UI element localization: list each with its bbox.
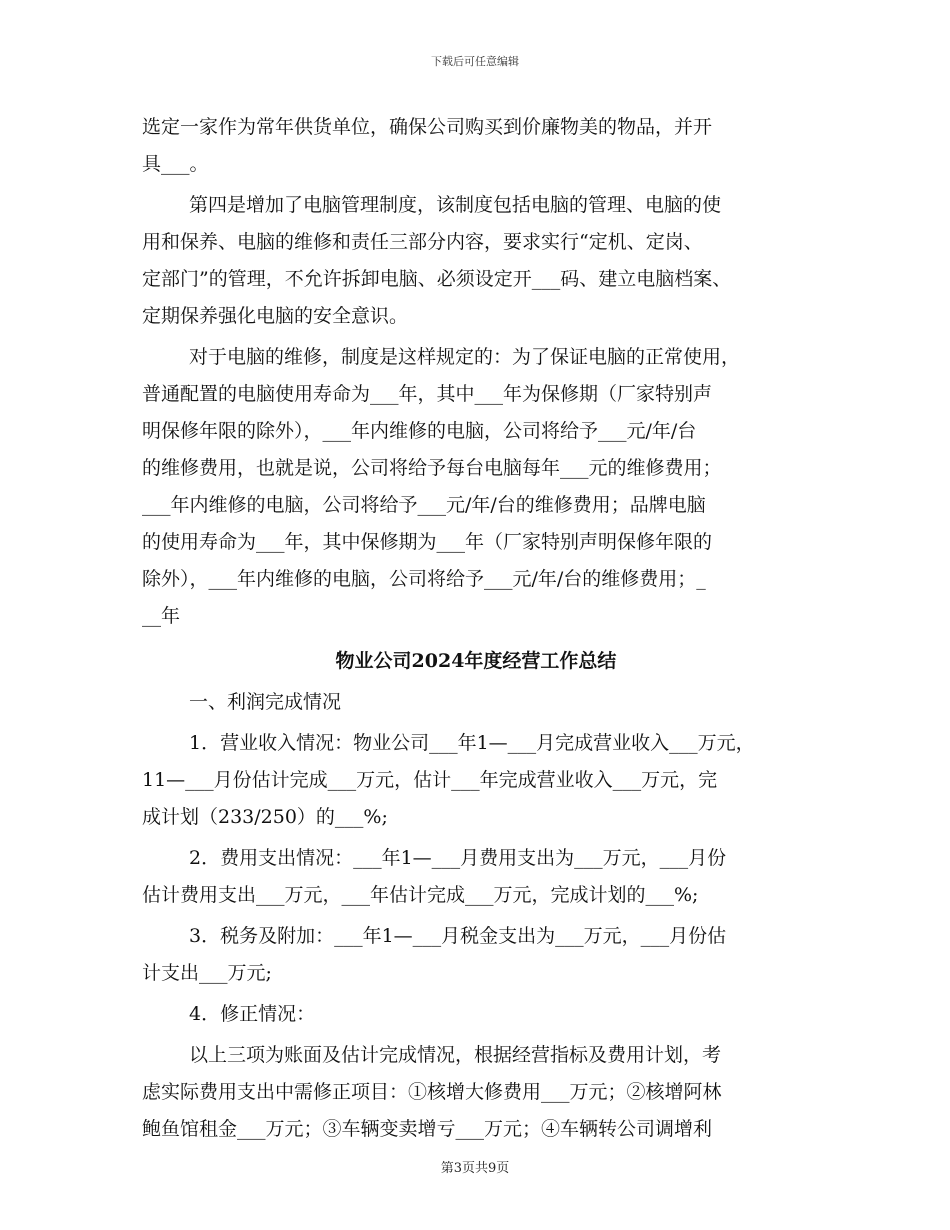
paragraph-line: __年 (142, 605, 181, 627)
paragraph-line: 对于电脑的维修，制度是这样规定的：为了保证电脑的正常使用， (189, 346, 741, 368)
paragraph-line: 用和保养、电脑的维修和责任三部分内容，要求实行“定机、定岗、 (142, 231, 703, 253)
paragraph-line: 除外），___年内维修的电脑，公司将给予___元/年/台的维修费用；_ (142, 568, 706, 590)
paragraph-line: 1．营业收入情况：物业公司___年1—___月完成营业收入___万元， (189, 732, 755, 754)
paragraph-line: 鲍鱼馆租金___万元；③车辆变卖增亏___万元；④车辆转公司调增利 (142, 1118, 713, 1140)
document-body (142, 109, 810, 1148)
paragraph-line: 的使用寿命为___年，其中保修期为___年（厂家特别声明保修年限的 (142, 531, 713, 553)
paragraph-line: 计支出___万元; (142, 962, 272, 984)
paragraph-line: 明保修年限的除外），___年内维修的电脑，公司将给予___元/年/台 (142, 420, 697, 442)
page-header-note: 下载后可任意编辑 (431, 55, 519, 68)
paragraph-line: 3．税务及附加：___年1—___月税金支出为___万元，___月份估 (189, 925, 727, 947)
paragraph-line: 选定一家作为常年供货单位，确保公司购买到价廉物美的物品，并开 (142, 116, 713, 138)
page-number: 第3页共9页 (440, 1161, 510, 1176)
paragraph-line: 具___。 (142, 153, 209, 175)
paragraph-line: 4．修正情况： (189, 1003, 316, 1025)
paragraph-line: 定期保养强化电脑的安全意识。 (142, 305, 409, 327)
paragraph-line: 估计费用支出___万元，___年估计完成___万元，完成计划的___%; (142, 884, 699, 906)
section-heading: 一、利润完成情况 (189, 691, 342, 713)
paragraph-line: 第四是增加了电脑管理制度，该制度包括电脑的管理、电脑的使 (189, 194, 722, 216)
paragraph-line: 11—___月份估计完成___万元，估计___年完成营业收入___万元，完 (142, 769, 718, 791)
paragraph-line: 成计划（233/250）的___%; (142, 806, 388, 828)
paragraph-line: ___年内维修的电脑，公司将给予___元/年/台的维修费用；品牌电脑 (142, 494, 706, 516)
paragraph-line: 2．费用支出情况：___年1—___月费用支出为___万元，___月份 (189, 847, 727, 869)
section-title: 物业公司2024年度经营工作总结 (335, 650, 617, 672)
paragraph-line: 定部门”的管理，不允许拆卸电脑、必须设定开___码、建立电脑档案、 (142, 268, 732, 290)
paragraph-line: 普通配置的电脑使用寿命为___年，其中___年为保修期（厂家特别声 (142, 383, 713, 405)
paragraph-line: 虑实际费用支出中需修正项目：①核增大修费用___万元；②核增阿林 (142, 1081, 722, 1103)
paragraph-line: 的维修费用，也就是说，公司将给予每台电脑每年___元的维修费用； (142, 457, 722, 479)
paragraph-line: 以上三项为账面及估计完成情况，根据经营指标及费用计划，考 (189, 1044, 722, 1066)
